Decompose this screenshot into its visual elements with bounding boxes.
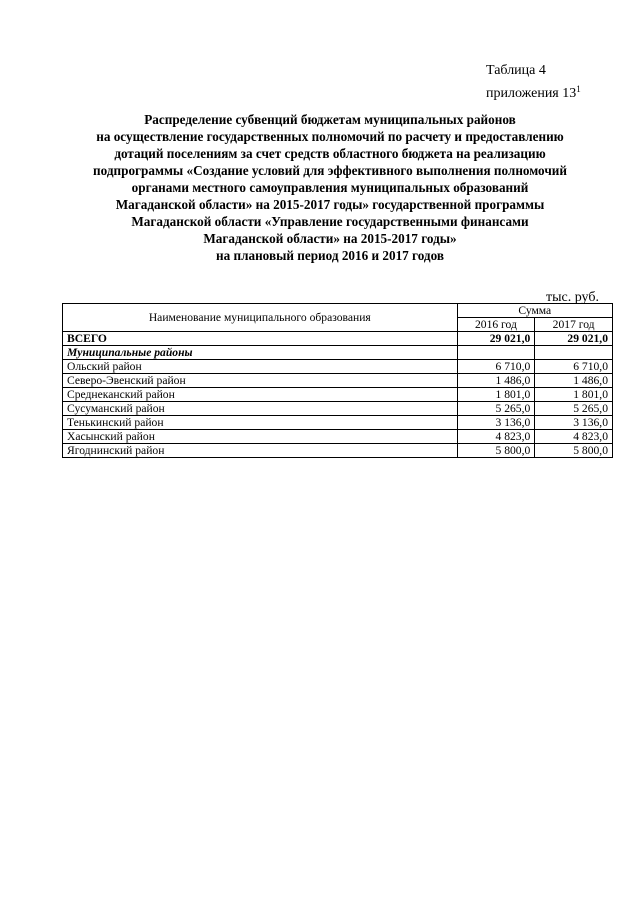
title-line: подпрограммы «Создание условий для эффективного выполнения полномочий [93, 163, 567, 178]
caption-appendix-text: приложения 13 [486, 86, 577, 101]
table-row [63, 388, 613, 402]
value-2016: 3 136,0 [457, 416, 535, 430]
section-empty-2017 [535, 346, 613, 360]
value-2016: 4 823,0 [457, 430, 535, 444]
district-name: Среднеканский район [63, 388, 458, 402]
subvention-table [62, 303, 613, 458]
table-row [63, 430, 613, 444]
caption-appendix [486, 80, 581, 103]
table-row [63, 444, 613, 458]
total-label: ВСЕГО [63, 332, 458, 346]
header-sum: Сумма [457, 304, 612, 318]
value-2016: 5 800,0 [457, 444, 535, 458]
value-2017: 5 265,0 [535, 402, 613, 416]
title-line: на плановый период 2016 и 2017 годов [216, 248, 444, 263]
table-header-row [63, 304, 613, 318]
district-name: Северо-Эвенский район [63, 374, 458, 388]
title-line: Магаданской области «Управление государственными финансами [131, 214, 529, 229]
section-row [63, 346, 613, 360]
section-empty-2016 [457, 346, 535, 360]
value-2017: 1 801,0 [535, 388, 613, 402]
district-name: Хасынский район [63, 430, 458, 444]
title-line: Магаданской области» на 2015-2017 годы» [203, 231, 457, 246]
table-body [63, 304, 613, 458]
title-line: Распределение субвенций бюджетам муниципальных районов [144, 112, 516, 127]
caption-table-number: Таблица 4 [486, 63, 546, 78]
header-year-2017: 2017 год [535, 318, 613, 332]
section-label: Муниципальные районы [63, 346, 458, 360]
value-2017: 6 710,0 [535, 360, 613, 374]
header-municipality: Наименование муниципального образования [63, 304, 458, 332]
total-row [63, 332, 613, 346]
title-line: на осуществление государственных полномочий по расчету и предоставлению [96, 129, 564, 144]
value-2016: 6 710,0 [457, 360, 535, 374]
district-name: Тенькинский район [63, 416, 458, 430]
value-2017: 4 823,0 [535, 430, 613, 444]
district-name: Ягоднинский район [63, 444, 458, 458]
table-row [63, 416, 613, 430]
value-2016: 5 265,0 [457, 402, 535, 416]
unit-label: тыс. руб. [546, 290, 599, 305]
value-2017: 1 486,0 [535, 374, 613, 388]
title-line: органами местного самоуправления муниципальных образований [131, 180, 529, 195]
table-caption [486, 62, 581, 103]
header-year-2016: 2016 год [457, 318, 535, 332]
title-line: дотаций поселениям за счет средств областного бюджета на реализацию [114, 146, 546, 161]
total-2017: 29 021,0 [535, 332, 613, 346]
value-2016: 1 801,0 [457, 388, 535, 402]
value-2017: 5 800,0 [535, 444, 613, 458]
table-row [63, 374, 613, 388]
caption-appendix-footnote-mark: 1 [576, 84, 581, 94]
value-2016: 1 486,0 [457, 374, 535, 388]
document-title [40, 111, 620, 264]
table-row [63, 402, 613, 416]
table-row [63, 360, 613, 374]
title-line: Магаданской области» на 2015-2017 годы» государственной программы [115, 197, 545, 212]
district-name: Ольский район [63, 360, 458, 374]
total-2016: 29 021,0 [457, 332, 535, 346]
value-2017: 3 136,0 [535, 416, 613, 430]
district-name: Сусуманский район [63, 402, 458, 416]
